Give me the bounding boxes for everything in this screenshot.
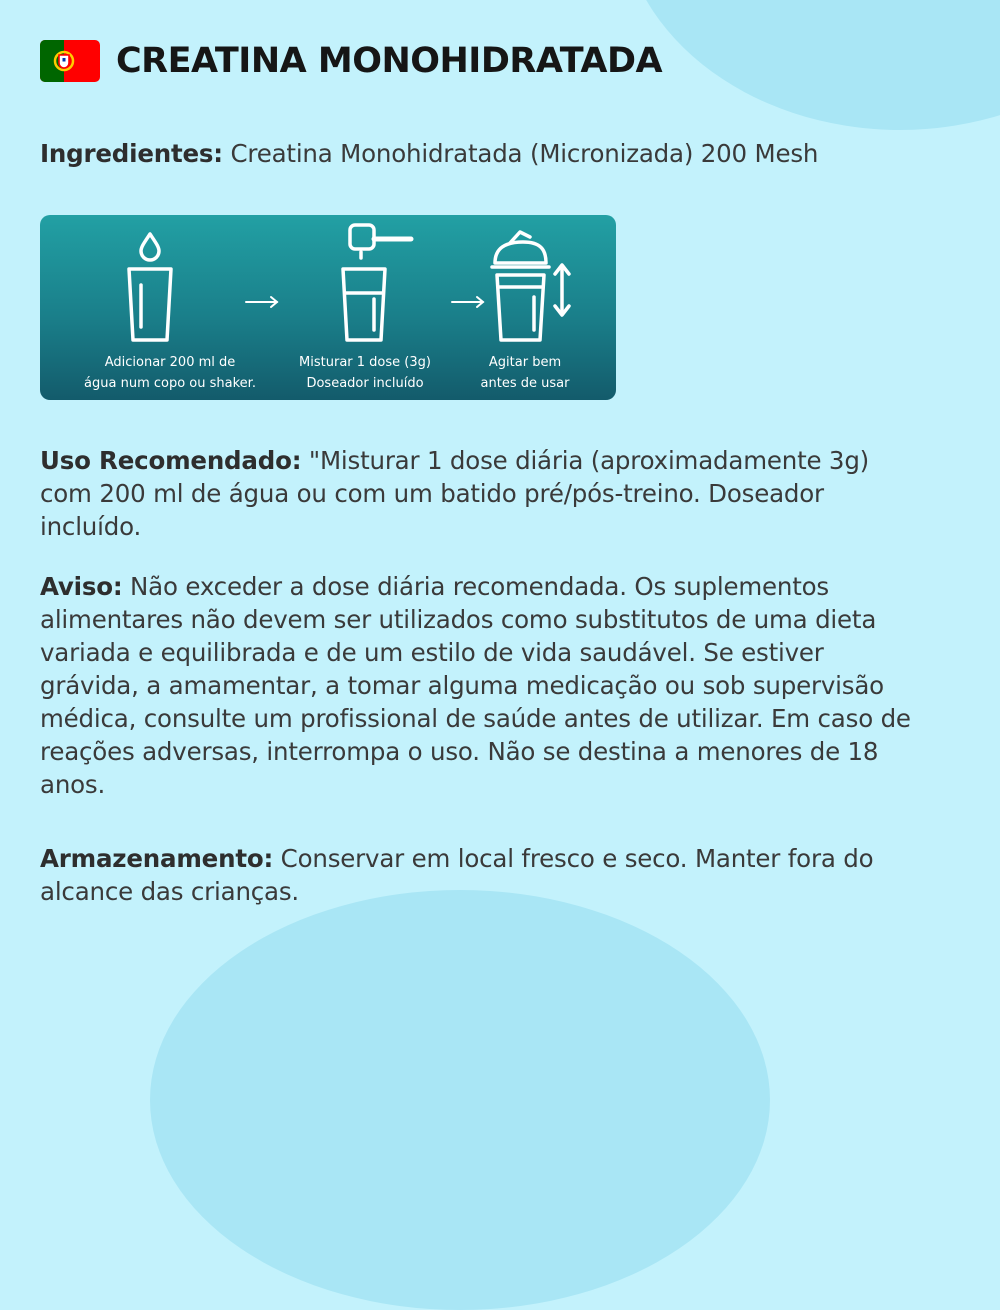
water-glass-icon bbox=[129, 234, 171, 340]
up-down-arrow-icon bbox=[555, 265, 569, 315]
recommended-use-text: "Misturar 1 dose diária (aproximadamente 3g) com 200 ml de água ou com um batido pré/pós-treino. Doseador incluído. bbox=[40, 446, 870, 541]
warning-text: Não exceder a dose diária recomendada. Os suplementos alimentares não devem ser utilizados como substitutos de uma dieta variada e equilibrada e de um estilo de vida saudável. Se estiver grávida, a amamentar, a tomar alguma medicação ou sob supervisão médica, consulte um profissional de saúde antes de utilizar. Em caso de reações adversas, interrompa o uso. Não se destina a menores de 18 anos. bbox=[40, 572, 911, 799]
recommended-use-label: Uso Recomendado: bbox=[40, 446, 302, 475]
step-3-line-1: Agitar bem bbox=[488, 355, 562, 370]
step-2-caption bbox=[275, 352, 455, 394]
storage-text: Conservar em local fresco e seco. Manter fora do alcance das crianças. bbox=[40, 844, 874, 906]
page-header bbox=[40, 40, 662, 82]
arrow-right-icon bbox=[452, 297, 483, 307]
decorative-blob-bottom bbox=[150, 890, 770, 1310]
instructions-panel bbox=[40, 215, 616, 400]
step-3-caption bbox=[450, 352, 600, 394]
page-title: CREATINA MONOHIDRATADA bbox=[116, 41, 663, 81]
warning-paragraph bbox=[40, 570, 920, 801]
step-1-line-2: água num copo ou shaker. bbox=[84, 376, 256, 391]
shaker-icon bbox=[492, 232, 549, 340]
ingredients-label: Ingredientes: bbox=[40, 139, 223, 168]
scoop-glass-icon bbox=[343, 225, 411, 340]
warning-label: Aviso: bbox=[40, 572, 123, 601]
arrow-right-icon bbox=[246, 297, 277, 307]
decorative-blob-top bbox=[620, 0, 1000, 130]
storage-paragraph bbox=[40, 842, 920, 908]
storage-label: Armazenamento: bbox=[40, 844, 274, 873]
step-3-line-2: antes de usar bbox=[480, 376, 570, 391]
step-1-line-1: Adicionar 200 ml de bbox=[104, 355, 236, 370]
portugal-flag-icon bbox=[40, 40, 100, 82]
recommended-use-paragraph bbox=[40, 444, 920, 543]
step-1-caption bbox=[70, 352, 270, 394]
ingredients-text: Creatina Monohidratada (Micronizada) 200 Mesh bbox=[222, 139, 819, 168]
ingredients-paragraph bbox=[40, 137, 960, 170]
step-2-line-1: Misturar 1 dose (3g) bbox=[299, 355, 431, 370]
step-2-line-2: Doseador incluído bbox=[306, 376, 424, 391]
